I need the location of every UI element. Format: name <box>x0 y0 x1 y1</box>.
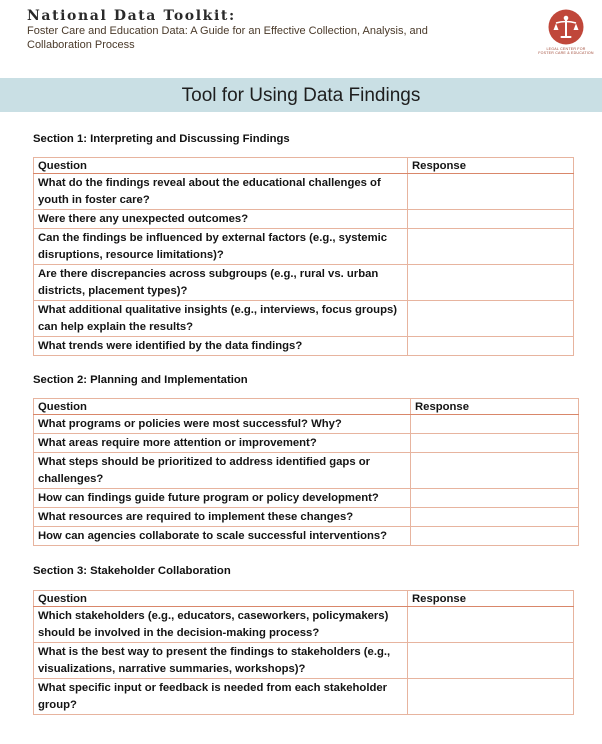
response-column-header: Response <box>411 399 579 415</box>
question-cell: What specific input or feedback is needed from each stakeholder group? <box>34 679 408 715</box>
question-column-header: Question <box>34 399 411 415</box>
question-column-header: Question <box>34 158 408 174</box>
document-header <box>0 0 602 62</box>
scales-of-justice-icon <box>548 9 584 45</box>
page-title-bar <box>0 78 602 112</box>
response-cell[interactable] <box>411 489 579 508</box>
question-cell: What programs or policies were most successful? Why? <box>34 415 411 434</box>
logo-line-1: LEGAL CENTER FOR <box>546 47 586 51</box>
question-cell: What do the findings reveal about the educational challenges of youth in foster care? <box>34 174 408 210</box>
section-3-heading: Section 3: Stakeholder Collaboration <box>33 565 231 577</box>
response-cell[interactable] <box>408 337 574 356</box>
question-cell: Are there discrepancies across subgroups (e.g., rural vs. urban districts, placement types)? <box>34 265 408 301</box>
response-column-header: Response <box>408 591 574 607</box>
table-row <box>34 679 574 715</box>
table-row <box>34 265 574 301</box>
question-cell: What is the best way to present the findings to stakeholders (e.g., visualizations, narrative summaries, workshops)? <box>34 643 408 679</box>
response-cell[interactable] <box>408 679 574 715</box>
table-row <box>34 210 574 229</box>
response-cell[interactable] <box>408 301 574 337</box>
question-column-header: Question <box>34 591 408 607</box>
page-title: Tool for Using Data Findings <box>181 85 421 106</box>
response-column-header: Response <box>408 158 574 174</box>
table-row <box>34 527 579 546</box>
table-row <box>34 337 574 356</box>
table-header-row <box>34 399 579 415</box>
logo-wordmark <box>527 47 602 56</box>
response-cell[interactable] <box>408 229 574 265</box>
table-row <box>34 643 574 679</box>
response-cell[interactable] <box>411 434 579 453</box>
response-cell[interactable] <box>408 265 574 301</box>
question-cell: What steps should be prioritized to address identified gaps or challenges? <box>34 453 411 489</box>
toolkit-title: National Data Toolkit: <box>27 8 236 24</box>
table-row <box>34 508 579 527</box>
question-cell: Which stakeholders (e.g., educators, caseworkers, policymakers) should be involved in the decision-making process? <box>34 607 408 643</box>
question-cell: What additional qualitative insights (e.g., interviews, focus groups) can help explain the results? <box>34 301 408 337</box>
section-3-table <box>33 590 574 715</box>
table-row <box>34 453 579 489</box>
section-2-heading: Section 2: Planning and Implementation <box>33 374 248 386</box>
logo-line-2: FOSTER CARE & EDUCATION <box>538 51 594 56</box>
question-cell: How can findings guide future program or policy development? <box>34 489 411 508</box>
response-cell[interactable] <box>411 453 579 489</box>
table-row <box>34 489 579 508</box>
question-cell: What areas require more attention or improvement? <box>34 434 411 453</box>
section-1-table <box>33 157 574 356</box>
table-row <box>34 415 579 434</box>
table-row <box>34 229 574 265</box>
response-cell[interactable] <box>408 607 574 643</box>
question-cell: Can the findings be influenced by external factors (e.g., systemic disruptions, resource limitations)? <box>34 229 408 265</box>
table-row <box>34 174 574 210</box>
table-row <box>34 607 574 643</box>
response-cell[interactable] <box>408 174 574 210</box>
question-cell: Were there any unexpected outcomes? <box>34 210 408 229</box>
response-cell[interactable] <box>408 210 574 229</box>
response-cell[interactable] <box>408 643 574 679</box>
response-cell[interactable] <box>411 527 579 546</box>
question-cell: How can agencies collaborate to scale successful interventions? <box>34 527 411 546</box>
table-row <box>34 301 574 337</box>
section-1-heading: Section 1: Interpreting and Discussing Findings <box>33 133 290 145</box>
question-cell: What resources are required to implement these changes? <box>34 508 411 527</box>
table-header-row <box>34 158 574 174</box>
section-2-table <box>33 398 579 546</box>
response-cell[interactable] <box>411 415 579 434</box>
toolkit-subtitle: Foster Care and Education Data: A Guide for an Effective Collection, Analysis, and Collaboration Process <box>27 25 428 51</box>
table-header-row <box>34 591 574 607</box>
table-row <box>34 434 579 453</box>
response-cell[interactable] <box>411 508 579 527</box>
question-cell: What trends were identified by the data findings? <box>34 337 408 356</box>
